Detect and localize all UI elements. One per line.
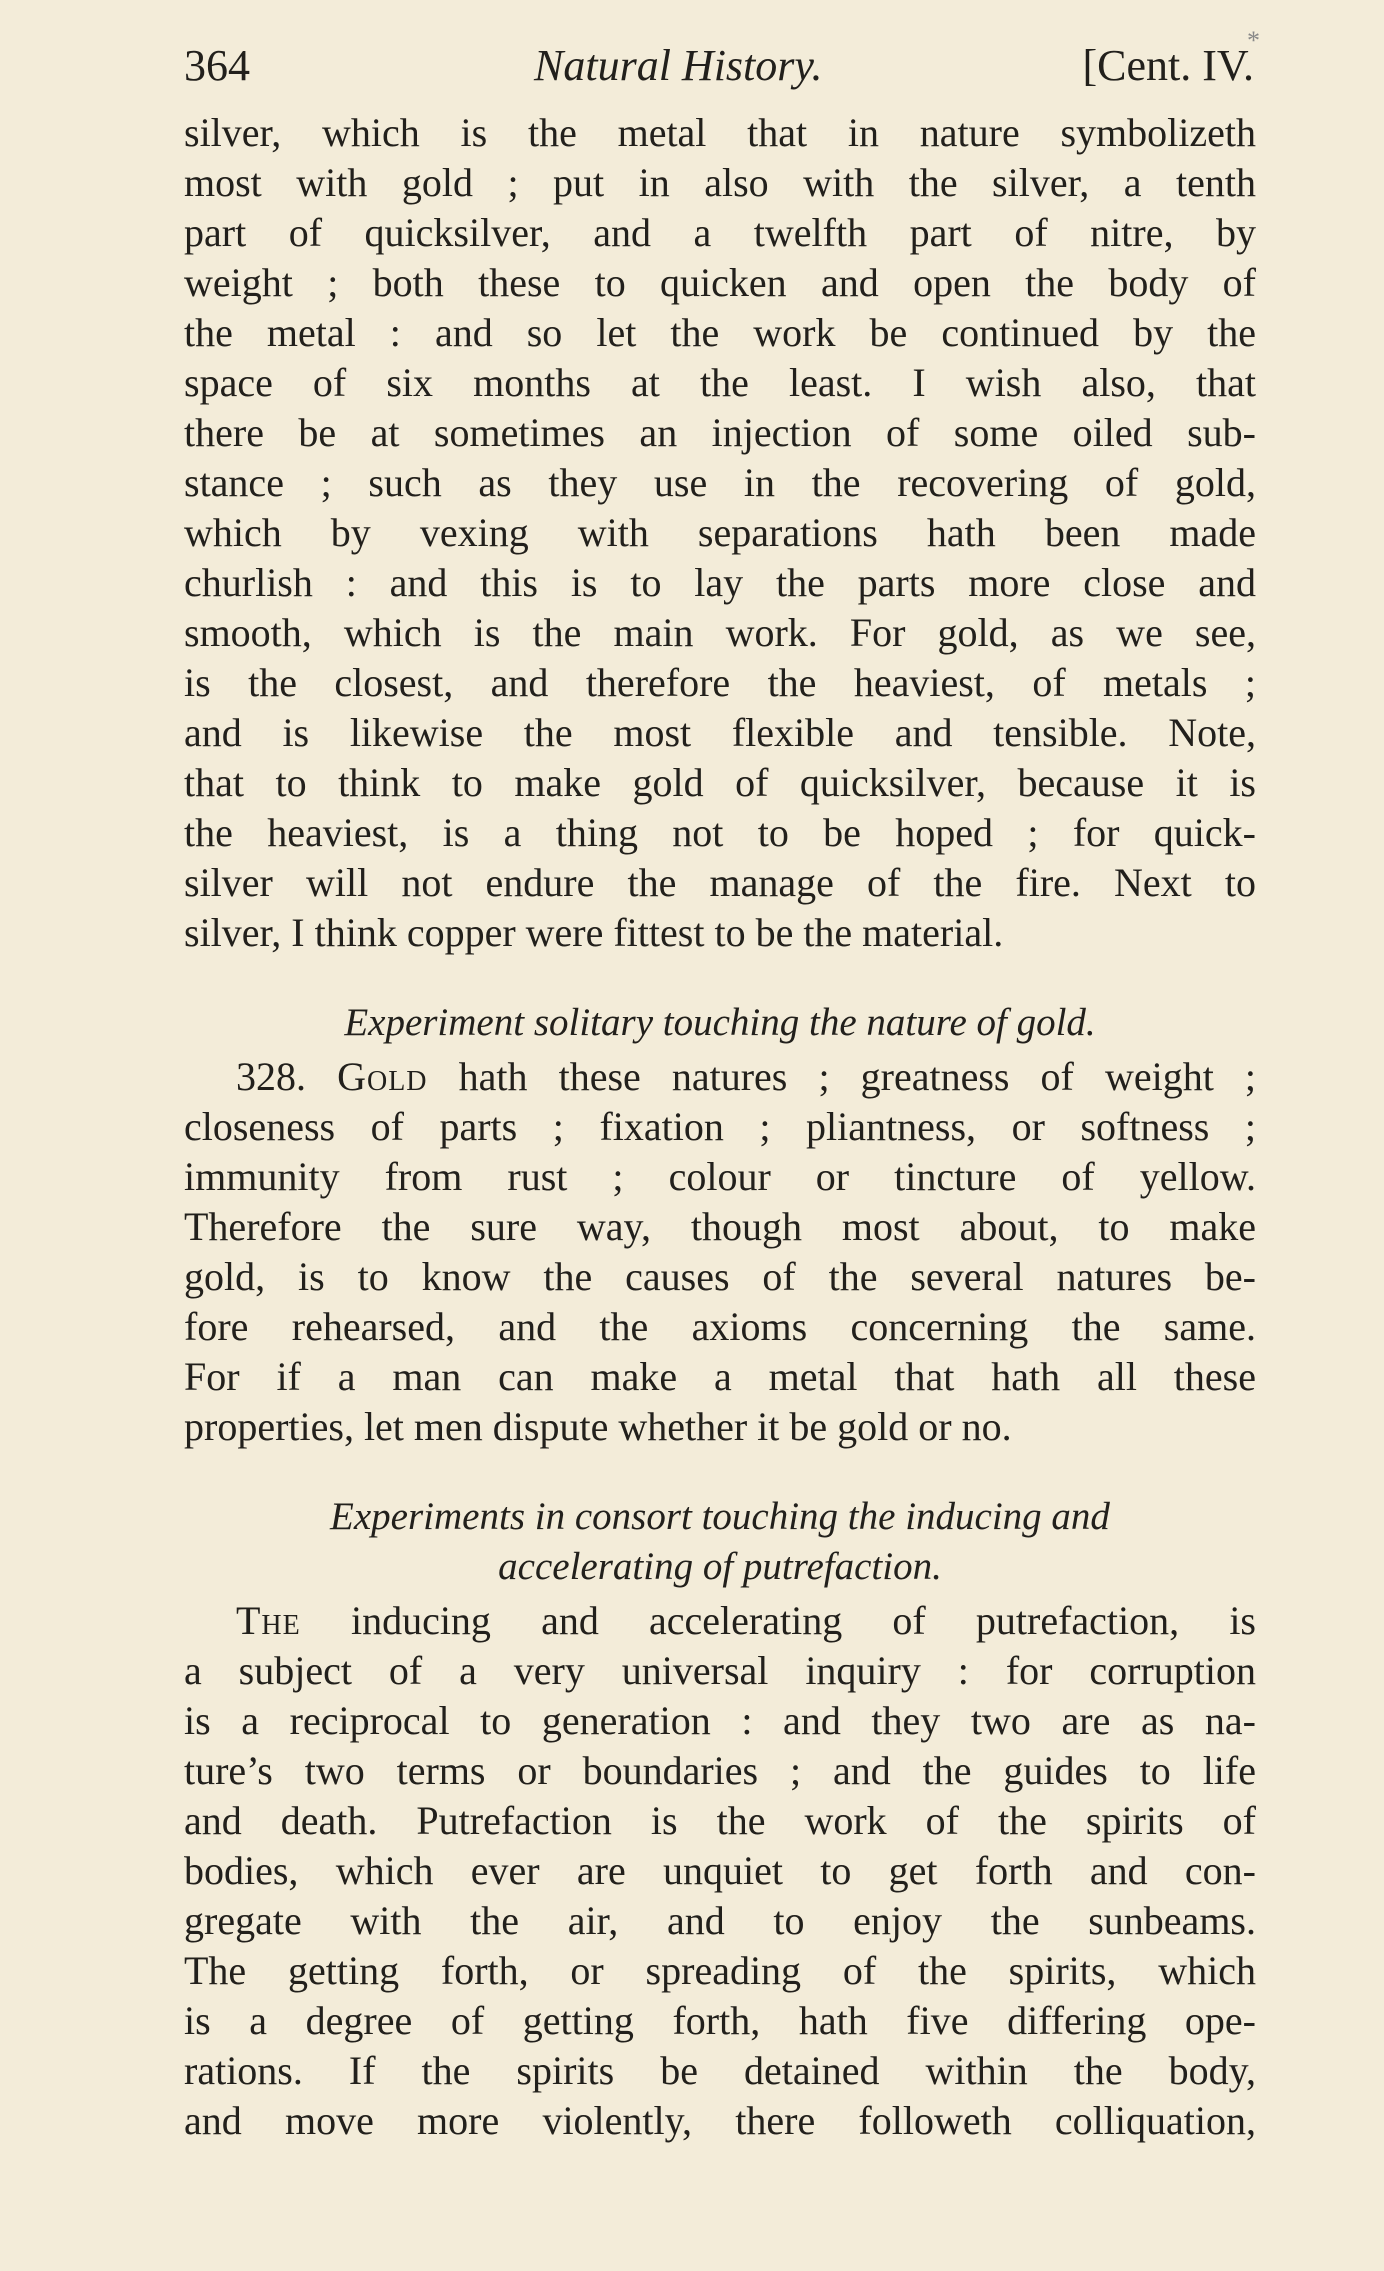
text-line: stance ; such as they use in the recovering of gold, (184, 460, 1256, 505)
text-line: properties, let men dispute whether it be gold or no. (184, 1404, 1012, 1449)
text-line: there be at sometimes an injection of some oiled sub- (184, 410, 1256, 455)
first-line-rest: hath these natures ; greatness of weight ; (458, 1054, 1257, 1099)
text-line: ture’s two terms or boundaries ; and the guides to life (184, 1748, 1256, 1793)
text-line: silver will not endure the manage of the fire. Next to (184, 860, 1256, 905)
text-line: weight ; both these to quicken and open the body of (184, 260, 1256, 305)
text-line: gregate with the air, and to enjoy the sunbeams. (184, 1898, 1256, 1943)
paragraph-328 (184, 1052, 1256, 1452)
text-line: gold, is to know the causes of the several natures be- (184, 1254, 1256, 1299)
century-section: [Cent. IV. (1082, 41, 1254, 90)
text-line: is the closest, and therefore the heaviest, of metals ; (184, 660, 1256, 705)
text-line-first (184, 1596, 1256, 1646)
first-line-rest: inducing and accelerating of putrefaction, is (350, 1598, 1256, 1643)
text-line: bodies, which ever are unquiet to get forth and con- (184, 1848, 1256, 1893)
text-line: smooth, which is the main work. For gold, as we see, (184, 610, 1256, 655)
text-line: most with gold ; put in also with the silver, a tenth (184, 160, 1256, 205)
section-heading-gold: Experiment solitary touching the nature of gold. (344, 1001, 1096, 1044)
running-title: Natural History. (534, 41, 823, 90)
paragraph-number: 328. (236, 1054, 306, 1099)
text-line: and death. Putrefaction is the work of the spirits of (184, 1798, 1256, 1843)
page-number: 364 (184, 41, 250, 90)
text-line: rations. If the spirits be detained within the body, (184, 2048, 1256, 2093)
text-line: churlish : and this is to lay the parts more close and (184, 560, 1256, 605)
text-line: a subject of a very universal inquiry : for corruption (184, 1648, 1256, 1693)
text-line: space of six months at the least. I wish also, that (184, 360, 1256, 405)
text-line: Therefore the sure way, though most about, to make (184, 1204, 1256, 1249)
text-line: which by vexing with separations hath been made (184, 510, 1256, 555)
text-line: the metal : and so let the work be continued by the (184, 310, 1256, 355)
paragraph-silver (184, 108, 1256, 958)
heading-line: accelerating of putrefaction. (498, 1545, 942, 1588)
text-line-first (184, 1052, 1256, 1102)
text-line: immunity from rust ; colour or tincture of yellow. (184, 1154, 1256, 1199)
text-line: and is likewise the most flexible and tensible. Note, (184, 710, 1256, 755)
text-line: and move more violently, there followeth colliquation, (184, 2098, 1256, 2143)
page-body (184, 108, 1256, 2146)
text-line: The getting forth, or spreading of the spirits, which (184, 1948, 1256, 1993)
text-line: is a degree of getting forth, hath five differing ope- (184, 1998, 1256, 2043)
lead-word: The (236, 1598, 301, 1643)
text-line: the heaviest, is a thing not to be hoped ; for quick- (184, 810, 1256, 855)
text-line: silver, which is the metal that in nature symbolizeth (184, 110, 1256, 155)
text-line: silver, I think copper were fittest to be the material. (184, 910, 1004, 955)
text-line: For if a man can make a metal that hath all these (184, 1354, 1256, 1399)
running-header (184, 26, 1260, 100)
heading-line: Experiments in consort touching the inducing and (330, 1495, 1110, 1538)
text-line: part of quicksilver, and a twelfth part of nitre, by (184, 210, 1256, 255)
text-line: fore rehearsed, and the axioms concerning the same. (184, 1304, 1256, 1349)
paragraph-putrefaction (184, 1596, 1256, 2146)
text-line: closeness of parts ; fixation ; pliantness, or softness ; (184, 1104, 1256, 1149)
text-line: is a reciprocal to generation : and they two are as na- (184, 1698, 1256, 1743)
corner-mark: * (1247, 26, 1260, 55)
lead-word: Gold (337, 1054, 428, 1099)
section-heading-putrefaction (184, 1492, 1256, 1592)
text-line: that to think to make gold of quicksilver, because it is (184, 760, 1256, 805)
